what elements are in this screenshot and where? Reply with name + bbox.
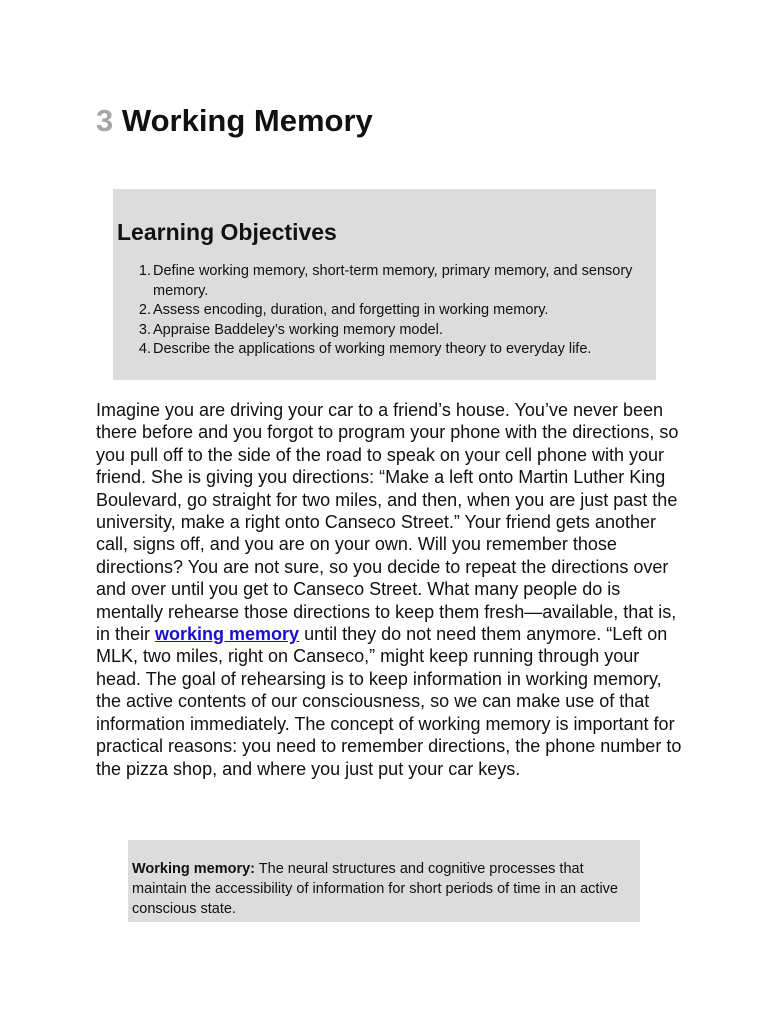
objective-item: Appraise Baddeley’s working memory model.	[153, 321, 443, 338]
learning-objectives-list	[153, 262, 633, 360]
learning-objectives-box	[113, 189, 656, 380]
objective-item: Describe the applications of working memory theory to everyday life.	[153, 341, 592, 357]
chapter-heading	[96, 101, 373, 141]
body-text-before-link: Imagine you are driving your car to a friend’s house. You’ve never been there before and you forgot to program your phone with the directions, so you pull off to the side of the road to speak on your cell phone with your friend. She is giving you directions: “Make a left onto Martin Luther King Boulevard, go straight for two miles, and then, when you are just past the university, make a right onto Canseco Street.” Your friend gets another call, signs off, and you are on your own. Will you remember those directions? You are not sure, so you decide to repeat the directions over and over until you get to Canseco Street. What many people do is mentally rehearse those directions to keep them fresh—available, that is, in their	[96, 400, 679, 645]
definition-text: The neural structures and cognitive processes that maintain the accessibility of information for short periods of time in an active conscious state.	[132, 861, 618, 917]
working-memory-link[interactable]: working memory	[155, 624, 300, 645]
chapter-number: 3	[96, 103, 114, 138]
learning-objectives-heading: Learning Objectives	[117, 219, 337, 245]
objective-item: Assess encoding, duration, and forgetting in working memory.	[153, 302, 549, 318]
body-text-after-link: until they do not need them anymore. “Left on MLK, two miles, right on Canseco,” might keep running through your head. The goal of rehearsing is to keep information in working memory, the active contents of our consciousness, so we can make use of that information immediately. The concept of working memory is important for practical reasons: you need to remember directions, the phone number to the pizza shop, and where you just put your car keys.	[96, 624, 682, 779]
definition-box	[128, 840, 640, 922]
definition-term: Working memory:	[132, 861, 256, 877]
chapter-title: Working Memory	[121, 103, 373, 138]
body-paragraph	[96, 399, 686, 780]
objective-item: Define working memory, short-term memory, primary memory, and sensory memory.	[153, 263, 633, 299]
